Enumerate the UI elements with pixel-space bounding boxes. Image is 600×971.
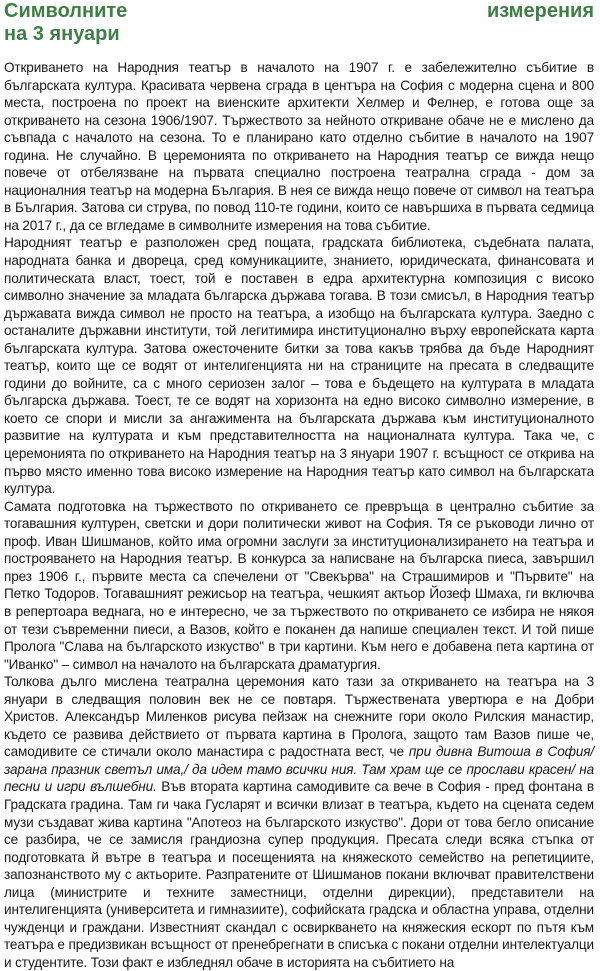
paragraph-text: Във втората картина самодивите са вече в София - пред фонтана в Градската градина. Там ги чака Гусларят и всички влизат в театъра, където на сцената седем музи създават жива картина "Апотеоз на българското изкуство". Дори от това бегло описание се разбира, че се замисля грандиозна супер продукция. Пресата следи всяка стъпка от подготовката й вътре в театъра и посещенията на княжеското семейство на репетициите, запознанството му с актьорите. Разпратените от Шишманов покани включват правителствени лица (министрите и техните заместници, отделни дирекции), представители на интелигенцията (университета и гимназиите), софийската градска и областна управа, отделни чужденци и граждани. Известният скандал с освиркването на княжеския ескорт по пътя към театъра е предизвикан всъщност от пренебрегнати в списъка с покани отделни интелектуалци и студентите. Този факт е избледнял обаче в историята на събитието на bbox=[4, 779, 594, 970]
paragraph bbox=[4, 673, 594, 971]
paragraph-text: Толкова дълго мислена театрална церемония като тази за откриването на театъра на 3 януари в следващия половин век не се повтаря. Тържествената увертюра е на Добри Христов. Александър Миленков рисува пейзаж на снежните гори около Рилския манастир, където се развива действието от първата картина в Пролога, защото там Вазов пише че, самодивите се стичали около манастира с радостната вест, че bbox=[4, 674, 594, 760]
title-line-2: на 3 януари bbox=[4, 23, 120, 45]
poem-quote: при дивна Витоша в София/ зарана празник светъл има,/ да идем тамо всички ния. Там храм ще се прослави красен/ на песни и игри вълшебни. bbox=[4, 744, 594, 795]
paragraph: Самата подготовка на тържеството по откриването се превръща в централно събитие за тогавашния културен, светски и дори политически живот на София. Тя се ръководи лично от проф. Иван Шишманов, който има огромни заслуги за институционализирането на театъра и построяването на Народния театър. В конкурса за написване на българска пиеса, завършил през 1906 г., първите места са спечелени от "Свекърва" на Страшимиров и "Първите" на Петко Тодоров. Тогавашният режисьор на театъра, чешкият актьор Йозеф Шмаха, ги включва в репертоара веднага, но е интересно, че за тържеството по откриването се избира не някоя от тези съвременни пиеси, а Вазов, който е поканен да напише специален текст. И той пише Пролога "Слава на българското изкуство" в три картини. Към него е добавена пета картина от "Иванко" – символ на началото на българската драматургия. bbox=[4, 498, 594, 672]
article-body bbox=[4, 59, 594, 971]
paragraph: Народният театър е разположен сред пощата, градската библиотека, съдебната палата, народната банка и двореца, сред комуникациите, знанието, юридическата, финансовата и политическата власт, тоест, той е поставен в едра архитектурна композиция с високо символно значение за младата българска държава тогава. В този смисъл, в Народния театър държавата вижда символ не просто на театъра, а изобщо на българската култура. Заедно с останалите държавни институти, той легитимира институционално върху европейската карта българската култура. Затова ожесточените битки за това какъв трябва да бъде Народният театър, които ще се водят от интелигенцията ни на страниците на пресата в следващите години до войните, са с много сериозен залог – това е бъдещето на културата в младата българска държава. Тоест, те се водят на хоризонта на едно високо символно измерение, в което се спори и мисли за ангажимента на българската държава към институционалното развитие на културата и към представителността на националната култура. Така че, с церемонията по откриването на Народния театър на 3 януари 1907 г. всъщност се открива на първо място именно това високо измерение на Народния театър като символ на българската култура. bbox=[4, 235, 594, 497]
article-title bbox=[4, 0, 594, 46]
paragraph: Откриването на Народния театър в началото на 1907 г. е забележително събитие в българската култура. Красивата червена сграда в центъра на София с модерна сцена и 800 места, построена по проект на виенските архитекти Хелмер и Фелнер, е готова още за откриването на сезона 1906/1907. Тържеството за нейното откриване обаче не е мислено да съвпада с началото на сезона. То е планирано като отделно събитие в началото на 1907 година. Не случайно. В церемонията по откриването на Народния театър се вижда нещо повече от отбелязване на първата специално построена театрална сграда - дом за националния театър на модерна България. В нея се вижда нещо повече от символ на театъра в България. Затова си струва, по повод 110-те години, които се навършиха в първата седмица на 2017 г., да се вгледаме в символните измерения на това събитие. bbox=[4, 60, 594, 233]
title-line-1: Символните измерения bbox=[4, 0, 594, 22]
